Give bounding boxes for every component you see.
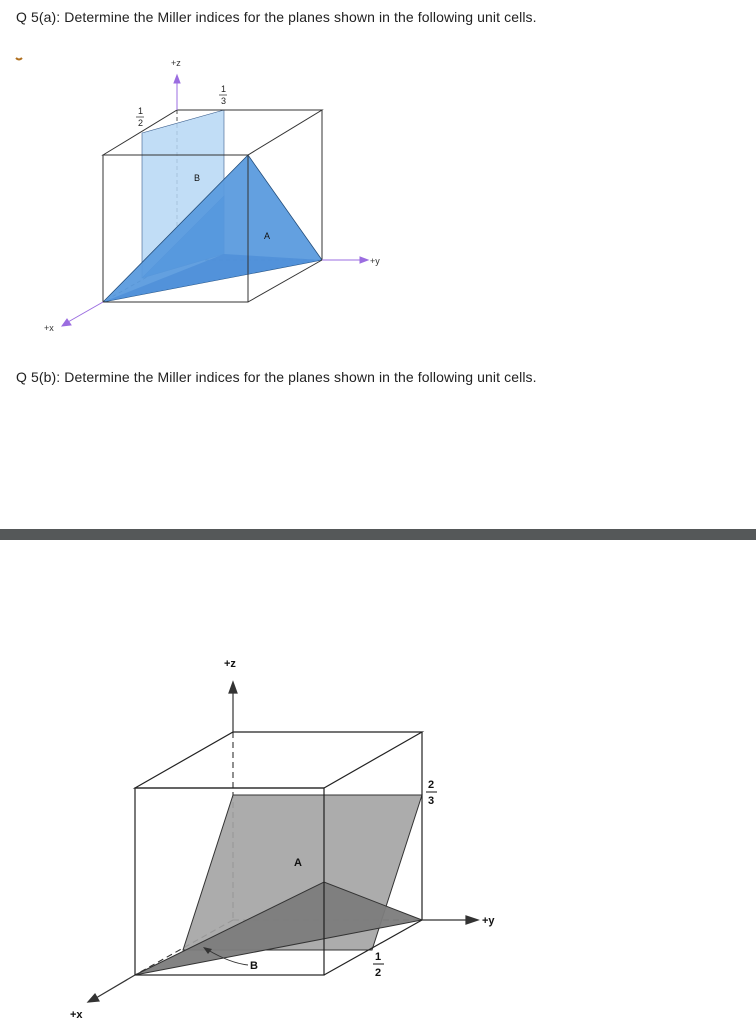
unit-cell-figure-b	[0, 640, 560, 1024]
fraction-two-thirds	[426, 779, 437, 807]
question-5b-text: Q 5(b): Determine the Miller indices for the planes shown in the following unit cells.	[16, 369, 537, 385]
section-divider	[0, 529, 756, 540]
svg-text:2: 2	[428, 779, 435, 791]
svg-text:1: 1	[138, 106, 144, 116]
fraction-one-half	[373, 951, 384, 979]
z-axis-label: +z	[171, 58, 181, 68]
unit-cell-figure-a	[0, 48, 420, 348]
svg-text:1: 1	[221, 84, 227, 94]
bullet-mark	[16, 58, 22, 60]
fraction-half	[136, 106, 144, 128]
question-5a-text: Q 5(a): Determine the Miller indices for the planes shown in the following unit cells.	[16, 9, 537, 25]
x-axis-label: +x	[70, 1009, 83, 1021]
y-axis-label: +y	[370, 256, 380, 266]
x-axis-label: +x	[44, 323, 54, 333]
fraction-third	[219, 84, 227, 106]
plane-b-label: B	[250, 960, 258, 972]
svg-text:3: 3	[221, 96, 227, 106]
z-axis-label: +z	[224, 658, 236, 670]
svg-text:2: 2	[138, 118, 144, 128]
plane-b-label: B	[194, 173, 201, 183]
svg-text:1: 1	[375, 951, 382, 963]
svg-text:3: 3	[428, 795, 435, 807]
plane-a-label: A	[264, 231, 271, 241]
y-axis-label: +y	[482, 915, 495, 927]
svg-text:2: 2	[375, 967, 382, 979]
plane-a-label: A	[294, 857, 302, 869]
